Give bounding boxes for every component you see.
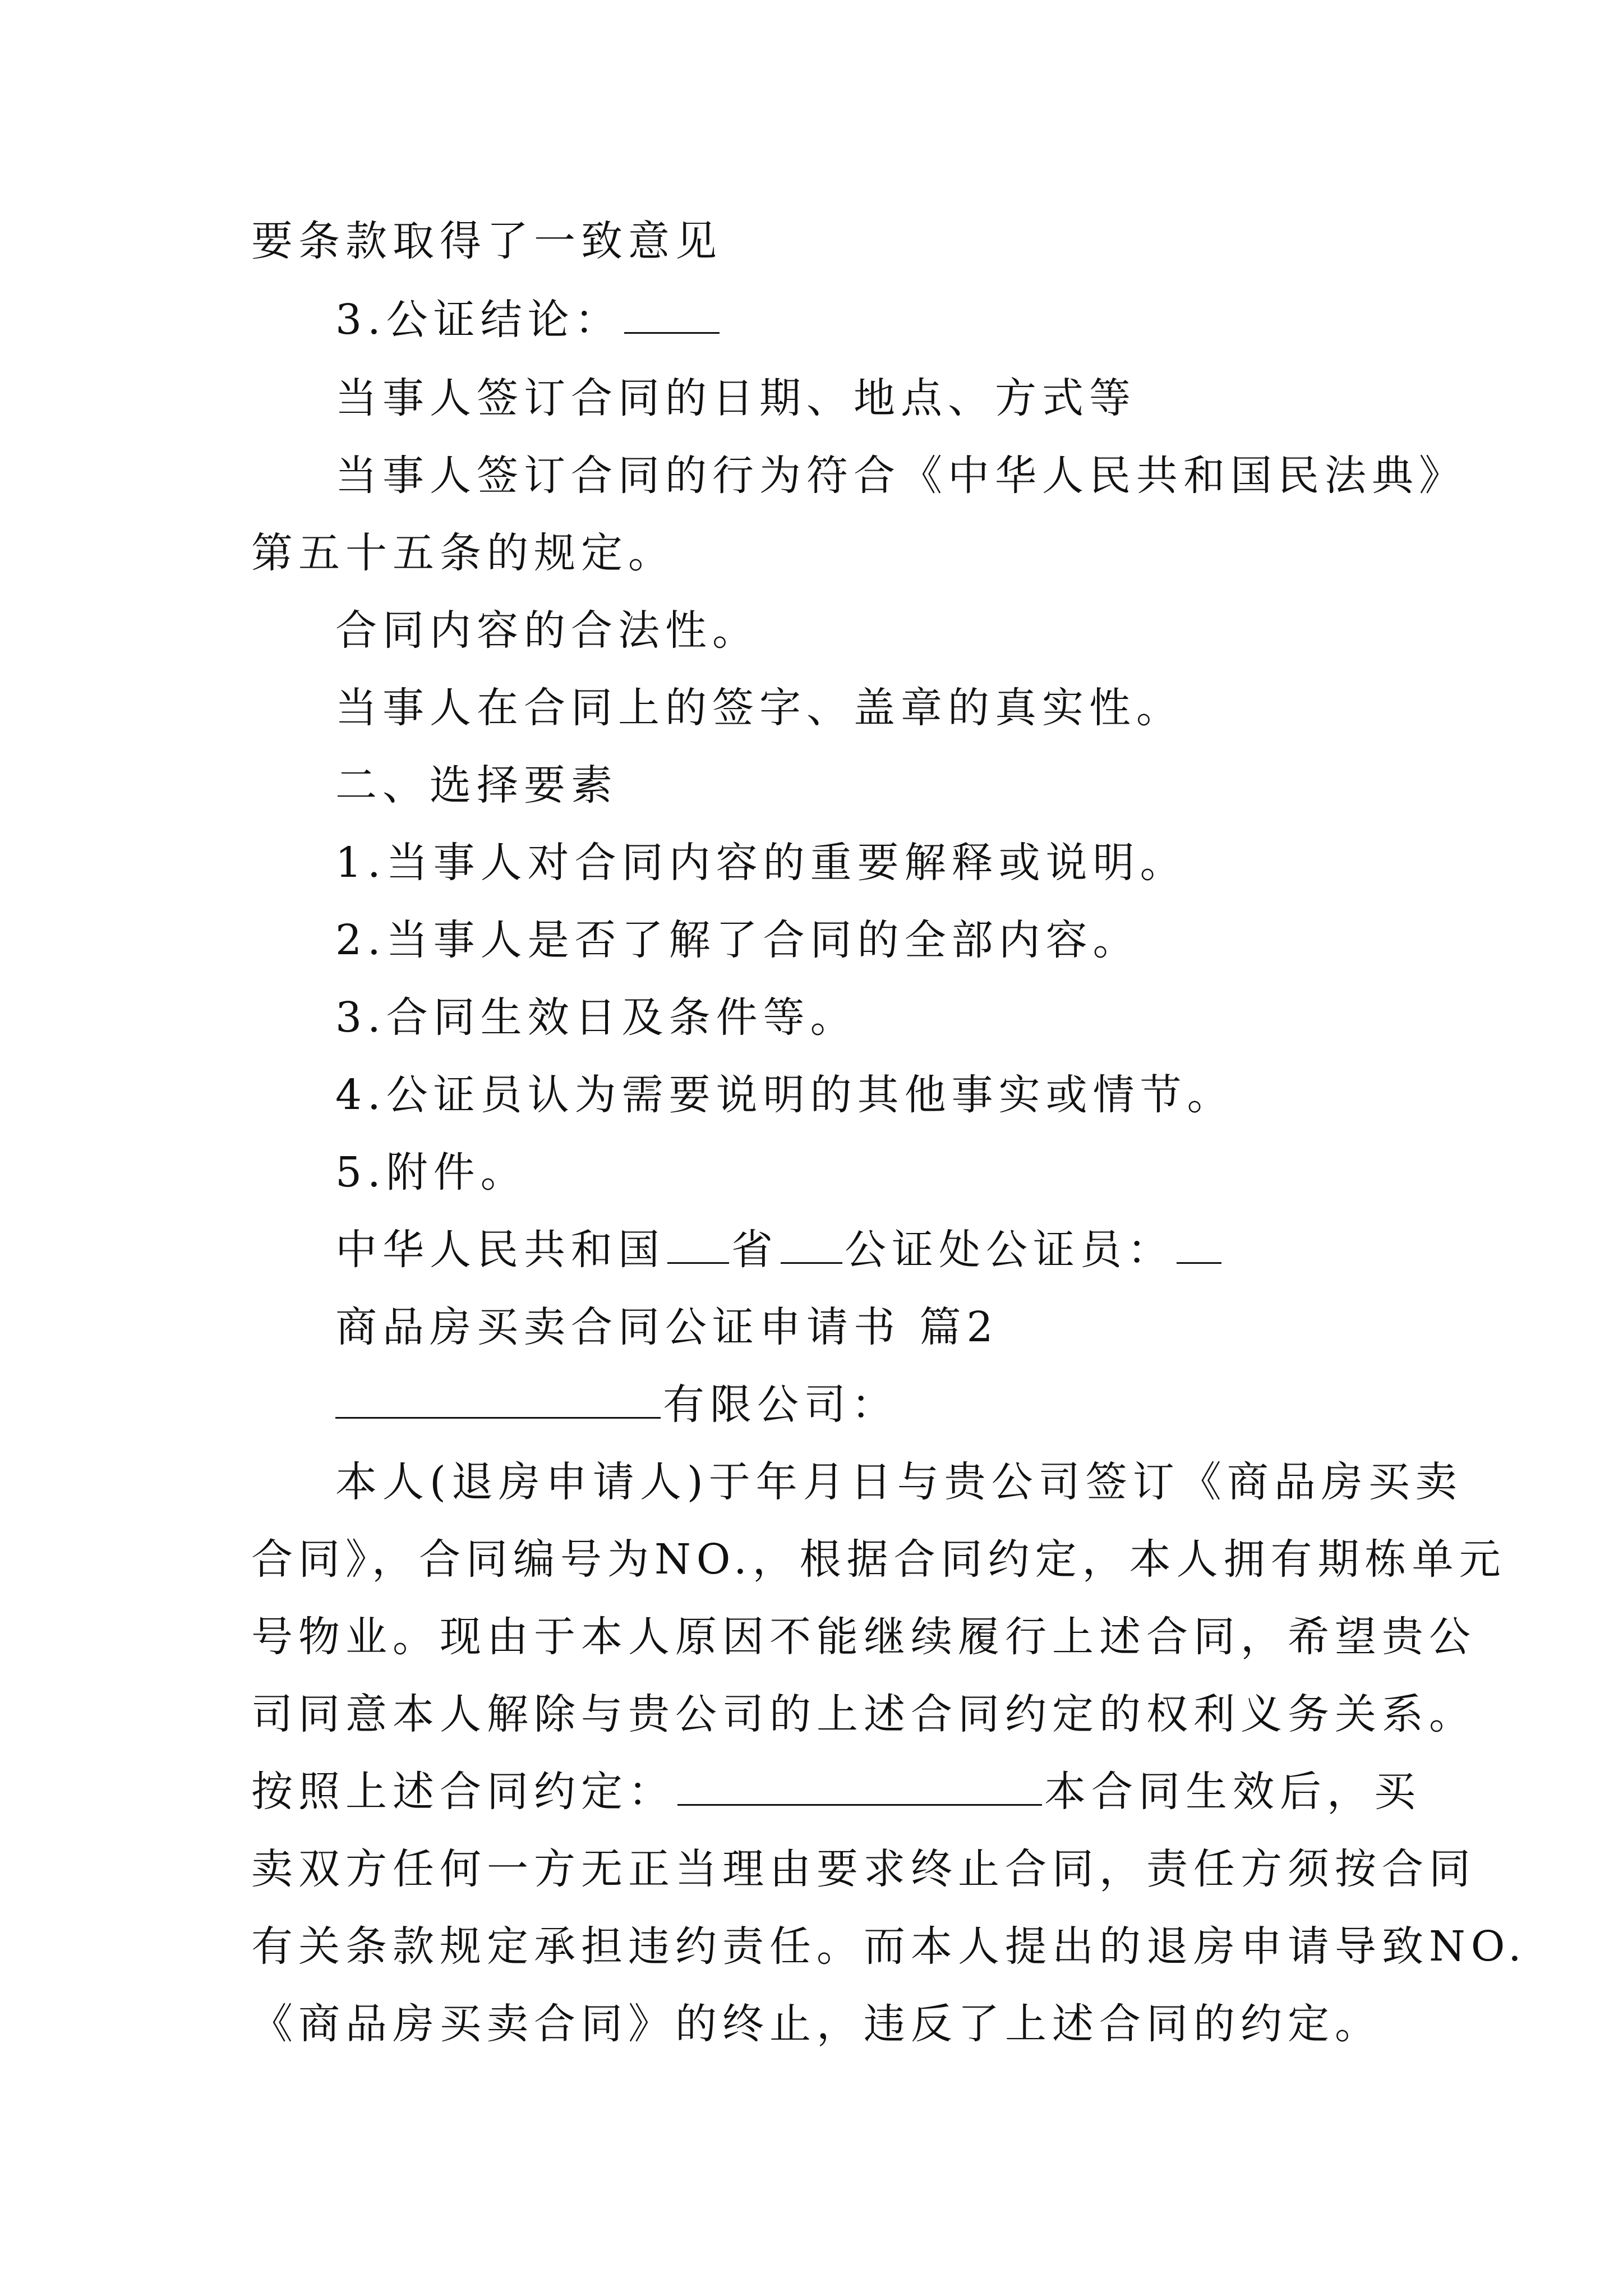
list-item bbox=[335, 1068, 1234, 1122]
list-item bbox=[335, 1145, 528, 1199]
line-text: 按照上述合同约定： bbox=[251, 1768, 675, 1816]
list-item bbox=[335, 991, 857, 1045]
line-text: 5.附件。 bbox=[335, 1148, 528, 1197]
line-text: 当事人签订合同的行为符合《中华人民共和国民法典》 bbox=[335, 452, 1466, 500]
paragraph-line bbox=[251, 1765, 1421, 1819]
line-text: 本合同生效后，买 bbox=[1044, 1768, 1421, 1816]
section-heading bbox=[335, 758, 618, 812]
line-text: 当事人签订合同的日期、地点、方式等 bbox=[335, 374, 1136, 422]
line-text: 有关条款规定承担违约责任。而本人提出的退房申请导致NO. bbox=[251, 1922, 1527, 1971]
line-text: 当事人在合同上的签字、盖章的真实性。 bbox=[335, 684, 1183, 732]
paragraph-line bbox=[251, 1842, 1476, 1896]
fill-blank bbox=[677, 1767, 1042, 1806]
paragraph-line bbox=[335, 1455, 1463, 1509]
paragraph-line bbox=[251, 1687, 1476, 1741]
line-text: 3.公证结论： bbox=[335, 296, 622, 344]
section-heading bbox=[335, 1300, 999, 1354]
line-text: 二、选择要素 bbox=[335, 761, 618, 809]
line-text: 号物业。现由于本人原因不能继续履行上述合同，希望贵公 bbox=[251, 1613, 1476, 1661]
salutation-line bbox=[335, 1378, 898, 1432]
paragraph-line bbox=[335, 604, 759, 657]
paragraph-line bbox=[335, 293, 722, 347]
paragraph-line bbox=[335, 449, 1466, 503]
line-text: 有限公司： bbox=[663, 1381, 898, 1429]
line-text: 合同》，合同编号为NO.，根据合同约定，本人拥有期栋单元 bbox=[251, 1535, 1506, 1584]
paragraph-line bbox=[251, 1920, 1527, 1973]
list-item bbox=[335, 836, 1187, 890]
paragraph-line bbox=[251, 1997, 1382, 2051]
line-text: 司同意本人解除与贵公司的上述合同约定的权利义务关系。 bbox=[251, 1690, 1476, 1738]
line-text: 卖双方任何一方无正当理由要求终止合同，责任方须按合同 bbox=[251, 1845, 1476, 1893]
paragraph-line bbox=[335, 371, 1136, 425]
fill-blank bbox=[667, 1225, 729, 1264]
fill-blank bbox=[624, 295, 720, 334]
paragraph-line bbox=[251, 526, 675, 580]
paragraph-line bbox=[251, 1533, 1506, 1586]
fill-blank bbox=[1177, 1225, 1221, 1264]
line-text: 要条款取得了一致意见 bbox=[251, 217, 722, 265]
line-text: 本人(退房申请人)于年月日与贵公司签订《商品房买卖 bbox=[335, 1458, 1463, 1506]
paragraph-line bbox=[335, 681, 1183, 735]
fill-blank bbox=[781, 1225, 842, 1264]
line-text: 省 bbox=[731, 1226, 778, 1274]
paragraph-line bbox=[251, 1610, 1476, 1664]
line-text: 《商品房买卖合同》的终止，违反了上述合同的约定。 bbox=[251, 2000, 1382, 2048]
line-text: 3.合同生效日及条件等。 bbox=[335, 993, 857, 1042]
line-text: 2.当事人是否了解了合同的全部内容。 bbox=[335, 916, 1140, 964]
line-text: 合同内容的合法性。 bbox=[335, 606, 759, 655]
line-text: 公证处公证员： bbox=[845, 1226, 1174, 1274]
line-text: 商品房买卖合同公证申请书 篇2 bbox=[335, 1303, 999, 1351]
line-text: 中华人民共和国 bbox=[335, 1226, 665, 1274]
line-text: 4.公证员认为需要说明的其他事实或情节。 bbox=[335, 1071, 1234, 1119]
signature-line bbox=[335, 1223, 1224, 1277]
list-item bbox=[335, 913, 1140, 967]
line-text: 第五十五条的规定。 bbox=[251, 529, 675, 577]
paragraph-line bbox=[251, 214, 722, 268]
line-text: 1.当事人对合同内容的重要解释或说明。 bbox=[335, 839, 1187, 887]
fill-blank bbox=[335, 1380, 661, 1419]
